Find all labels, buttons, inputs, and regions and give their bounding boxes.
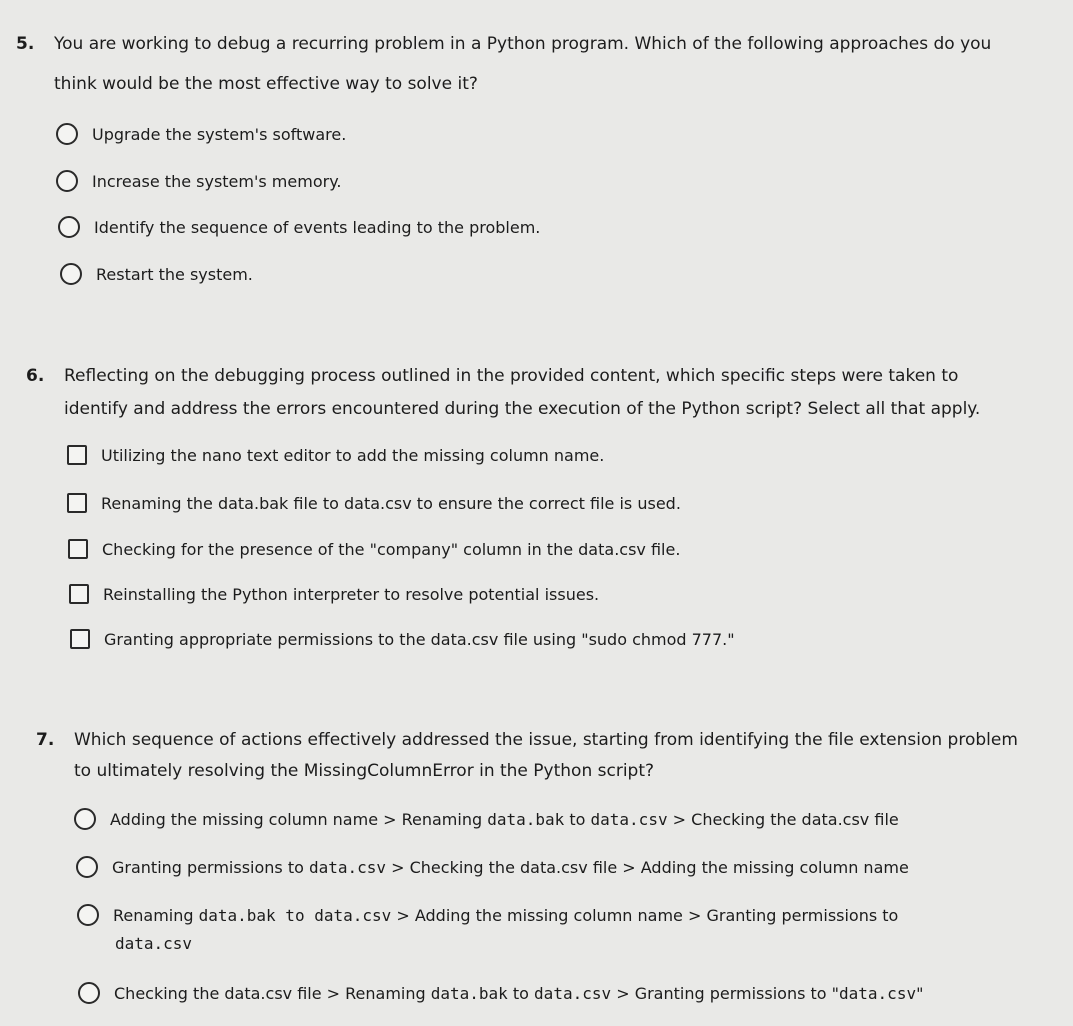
option-label: Identify the sequence of events leading to the problem. — [94, 217, 541, 237]
option-label: Upgrade the system's software. — [92, 124, 347, 144]
option-label: Reinstalling the Python interpreter to resolve potential issues. — [103, 584, 600, 604]
q6-option-3[interactable] — [68, 534, 680, 564]
checkbox[interactable] — [68, 539, 88, 559]
q5-option-3[interactable] — [58, 212, 540, 242]
option-label: Adding the missing column name > Renaming data.bak to data.csv > Checking the data.csv file — [110, 809, 899, 829]
question-7-number: 7. — [36, 730, 55, 750]
q7-option-1[interactable] — [74, 804, 899, 834]
option-label: Granting appropriate permissions to the data.csv file using "sudo chmod 777." — [104, 629, 735, 649]
question-6-line1: 6. Reflecting on the debugging process outlined in the provided content, which specific steps were taken to — [26, 358, 958, 394]
checkbox[interactable] — [70, 629, 90, 649]
q5-option-2[interactable] — [56, 166, 341, 196]
q5-option-4[interactable] — [60, 259, 253, 289]
q7-option-3[interactable] — [77, 900, 898, 930]
question-5-number: 5. — [16, 34, 35, 54]
radio-button[interactable] — [56, 170, 78, 192]
q6-option-5[interactable] — [70, 624, 735, 654]
q5-option-1[interactable] — [56, 119, 346, 149]
q6-option-4[interactable] — [69, 579, 599, 609]
question-7-line1: 7. Which sequence of actions effectively addressed the issue, starting from identifying the file extension problem — [36, 722, 1018, 758]
radio-button[interactable] — [77, 904, 99, 926]
radio-button[interactable] — [56, 123, 78, 145]
option-label: Restart the system. — [96, 264, 253, 284]
q7-option-4[interactable] — [78, 978, 923, 1008]
q7-option-2[interactable] — [76, 852, 909, 882]
option-label: Granting permissions to data.csv > Checking the data.csv file > Adding the missing column name — [112, 857, 909, 877]
q6-option-1[interactable] — [67, 440, 604, 470]
q6-option-2[interactable] — [67, 488, 681, 518]
question-7-line2: to ultimately resolving the MissingColumnError in the Python script? — [74, 761, 655, 781]
option-label: Utilizing the nano text editor to add the missing column name. — [101, 445, 605, 465]
radio-button[interactable] — [58, 216, 80, 238]
option-label: Renaming data.bak to data.csv > Adding the missing column name > Granting permissions to — [113, 905, 899, 925]
checkbox[interactable] — [67, 493, 87, 513]
radio-button[interactable] — [78, 982, 100, 1004]
radio-button[interactable] — [60, 263, 82, 285]
question-6-number: 6. — [26, 366, 45, 386]
option-label: Checking for the presence of the "company" column in the data.csv file. — [102, 539, 681, 559]
radio-button[interactable] — [76, 856, 98, 878]
option-label: Increase the system's memory. — [92, 171, 342, 191]
checkbox[interactable] — [69, 584, 89, 604]
option-label: Checking the data.csv file > Renaming data.bak to data.csv > Granting permissions to "data.csv" — [114, 983, 924, 1003]
q7-option-3-continuation: data.csv — [115, 934, 193, 953]
checkbox[interactable] — [67, 445, 87, 465]
question-5-line1: 5. You are working to debug a recurring problem in a Python program. Which of the following approaches do you — [16, 26, 991, 62]
question-6-line2: identify and address the errors encountered during the execution of the Python script? Select all that apply. — [64, 399, 981, 419]
option-label: Renaming the data.bak file to data.csv to ensure the correct file is used. — [101, 493, 681, 513]
radio-button[interactable] — [74, 808, 96, 830]
question-5-line2: think would be the most effective way to solve it? — [54, 74, 478, 94]
